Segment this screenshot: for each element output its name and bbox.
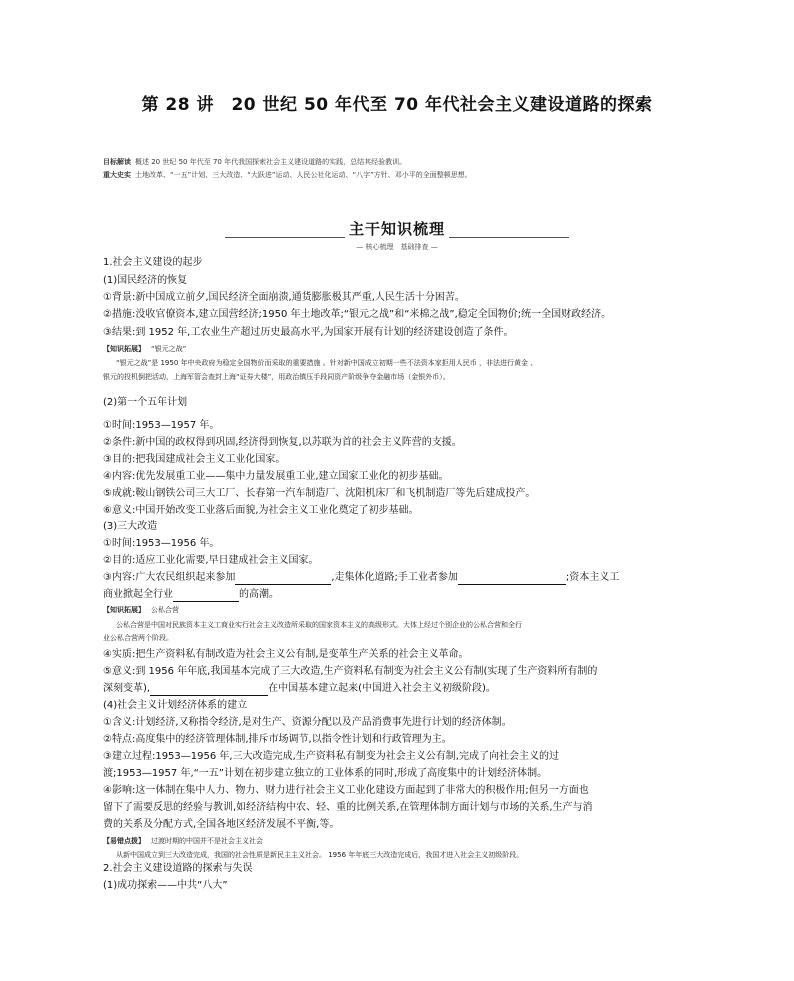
text-line: ③目的:把我国建成社会主义工业化国家。 — [103, 454, 286, 465]
error-tip-title — [103, 836, 703, 846]
text-line: ①含义:计划经济,又称指令经济,是对生产、资源分配以及产品消费事先进行计划的经济体制。 — [103, 717, 512, 728]
knowledge-text: 银元的投机倒把活动，上海军管会查封上海“证券大楼”，用政治镇压手段同资产阶级争夺金融市场（金银外币）。 — [103, 373, 450, 381]
knowledge-tag: 【知识拓展】 — [103, 345, 145, 353]
text-line: ②目的:适应工业化需要,早日建成社会主义国家。 — [103, 555, 319, 566]
goal-text: 概述 20 世纪 50 年代至 70 年代我国探索社会主义建设道路的实践，总结其经验教训。 — [135, 158, 407, 166]
fill-in-line — [103, 682, 703, 696]
text-segment: 深刻变革), — [103, 683, 151, 694]
knowledge-text: 业公私合营两个阶段。 — [103, 634, 173, 642]
section-rule-left — [225, 237, 345, 238]
goal-label: 目标解读 — [103, 158, 131, 166]
knowledge-title: “银元之战” — [151, 345, 187, 353]
knowledge-tag: 【知识拓展】 — [103, 606, 145, 614]
text-line: ④影响:这一体制在集中人力、物力、财力进行社会主义工业化建设方面起到了非常大的积极作用;但另一方面也 — [103, 785, 589, 796]
section-subtitle: — 核心梳理 基础排查 — — [356, 243, 438, 251]
text-segment: 的高潮。 — [239, 589, 279, 600]
text-line: ②措施:没收官僚资本,建立国营经济;1950 年土地改革;“银元之战”和“米棉之战”,稳定全国物价;统一全国财政经济。 — [103, 309, 612, 320]
error-tip-heading: 过渡时期的中国并不是社会主义社会 — [151, 837, 263, 845]
text-line: 费的关系及分配方式,全国各地区经济发展不平衡,等。 — [103, 819, 340, 830]
heading-2: 2.社会主义建设道路的探索与失误 — [103, 863, 253, 874]
text-line: ①时间:1953—1957 年。 — [103, 420, 220, 431]
focus-label: 重大史实 — [103, 171, 131, 179]
text-line: ③建立过程:1953—1956 年,三大改造完成,生产资料私有制变为社会主义公有制,完成了向社会主义的过 — [103, 751, 559, 762]
fill-in-line — [103, 571, 703, 585]
page-title: 第 28 讲 20 世纪 50 年代至 70 年代社会主义建设道路的探索 — [141, 95, 653, 115]
text-segment: ;资本主义工 — [565, 572, 620, 583]
subheading-eighth-congress: (1)成功探索——中共“八大” — [103, 880, 228, 891]
knowledge-text: 公私合营是中国对民族资本主义工商业实行社会主义改造所采取的国家资本主义的高级形式。大体上经过个别企业的公私合营和全行 — [116, 621, 522, 629]
answer-blank[interactable] — [173, 590, 239, 602]
text-line: ③结果:到 1952 年,工农业生产超过历史最高水平,为国家开展有计划的经济建设创造了条件。 — [103, 327, 514, 338]
text-line: ④实质:把生产资料私有制改造为社会主义公有制,是变革生产关系的社会主义革命。 — [103, 649, 469, 660]
answer-blank[interactable] — [150, 684, 268, 696]
text-line: ⑥意义:中国开始改变工业落后面貌,为社会主义工业化奠定了初步基础。 — [103, 505, 419, 516]
text-segment: 在中国基本建立起来(中国进入社会主义初级阶段)。 — [268, 683, 496, 694]
focus-text: 土地改革、“一五”计划、三大改造、“大跃进”运动、人民公社化运动、“八字”方针、邓小平的全面整顿思想。 — [135, 171, 472, 179]
answer-blank[interactable] — [235, 573, 331, 585]
subheading-recovery: (1)国民经济的恢复 — [103, 275, 188, 286]
error-tip-text: 从新中国成立到三大改造完成，我国的社会性质是新民主主义社会。 1956 年年底三大改造完成后，我国才进入社会主义初级阶段。 — [116, 851, 524, 859]
text-line: ②特点:高度集中的经济管理体制,排斥市场调节,以指令性计划和行政管理为主。 — [103, 734, 452, 745]
text-line: ②条件:新中国的政权得到巩固,经济得到恢复,以苏联为首的社会主义阵营的支援。 — [103, 437, 462, 448]
knowledge-box-title — [103, 344, 703, 354]
text-line: 渡;1953—1957 年,“一五”计划在初步建立独立的工业体系的同时,形成了高度集中的计划经济体制。 — [103, 768, 548, 779]
text-segment: ,走集体化道路;手工业者参加 — [331, 572, 458, 583]
subheading-five-year-plan: (2)第一个五年计划 — [103, 397, 188, 408]
text-line: 留下了需要反思的经验与教训,如经济结构中农、轻、重的比例关系,在管理体制方面计划与市场的关系,生产与消 — [103, 802, 593, 813]
subheading-planned-economy: (4)社会主义计划经济体系的建立 — [103, 700, 248, 711]
section-rule-right — [449, 237, 569, 238]
text-line: ⑤成就:鞍山钢铁公司三大工厂、长春第一汽车制造厂、沈阳机床厂和飞机制造厂等先后建成投产。 — [103, 488, 536, 499]
answer-blank[interactable] — [458, 573, 566, 585]
knowledge-title: 公私合营 — [151, 606, 179, 614]
focus-row — [103, 170, 472, 180]
error-tip-tag: 【易错点拨】 — [103, 837, 145, 845]
fill-in-line — [103, 588, 703, 602]
heading-1: 1.社会主义建设的起步 — [103, 257, 203, 268]
text-line: ④内容:优先发展重工业——集中力量发展重工业,建立国家工业化的初步基础。 — [103, 471, 449, 482]
knowledge-text: “银元之战”是 1950 年中央政府为稳定全国物价而采取的重要措施 。针对新中国成立初期一些不法资本家拒用人民币 ，非法进行黄金 、 — [116, 359, 538, 367]
subheading-three-transformations: (3)三大改造 — [103, 521, 158, 532]
text-segment: ③内容:广大农民组织起来参加 — [103, 572, 236, 583]
goal-row — [103, 157, 406, 167]
text-line: ①背景:新中国成立前夕,国民经济全面崩溃,通货膨胀极其严重,人民生活十分困苦。 — [103, 292, 465, 303]
text-line: ⑤意义:到 1956 年年底,我国基本完成了三大改造,生产资料私有制变为社会主义公有制(实现了生产资料所有制的 — [103, 666, 598, 677]
text-line: ①时间:1953—1956 年。 — [103, 538, 220, 549]
section-title: 主干知识梳理 — [348, 220, 445, 238]
text-segment: 商业掀起全行业 — [103, 589, 173, 600]
knowledge-box-title — [103, 605, 703, 615]
